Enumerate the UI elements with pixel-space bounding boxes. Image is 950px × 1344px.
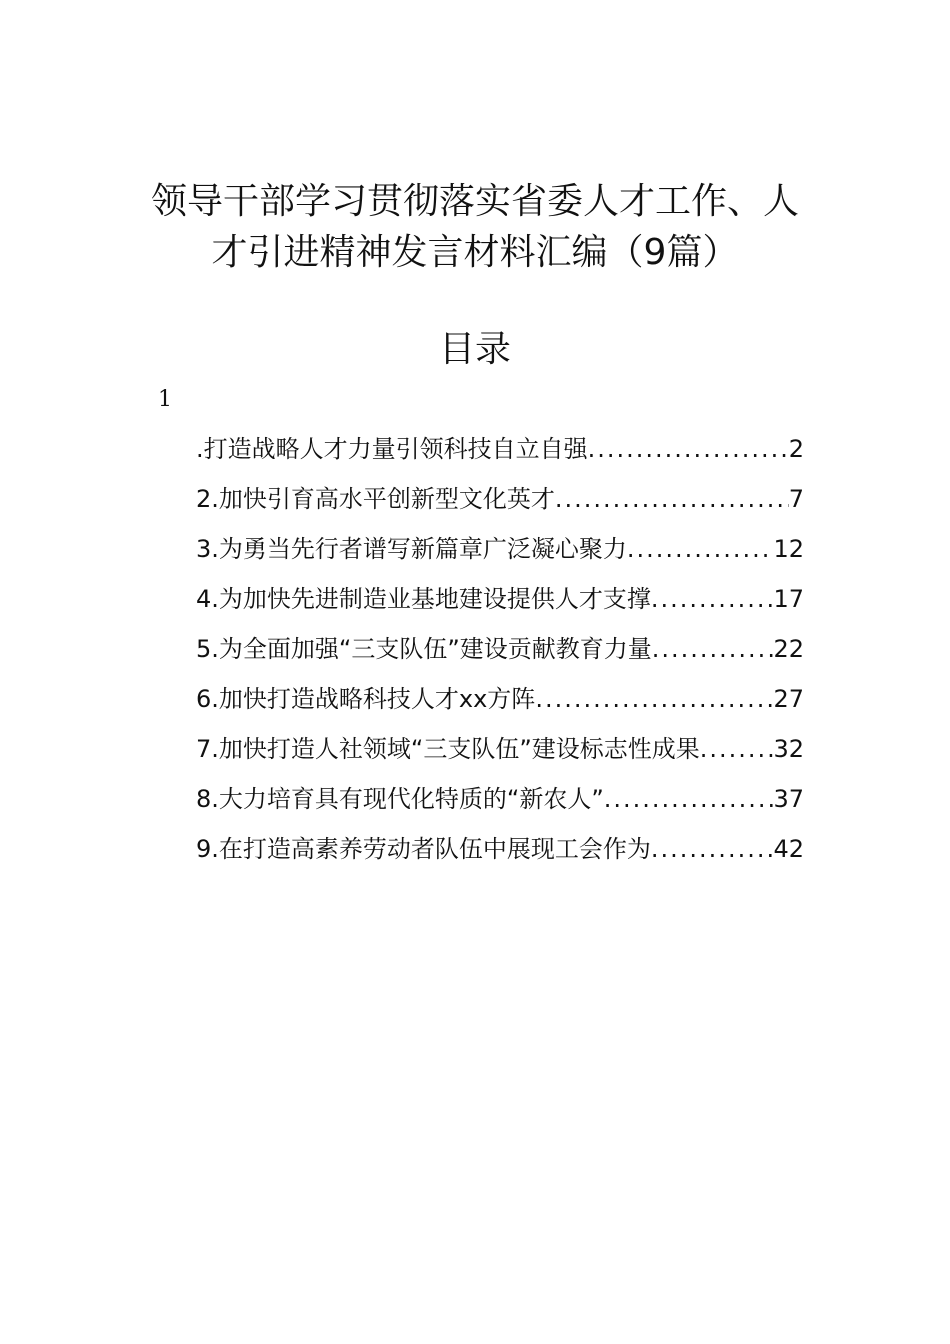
- toc-entry-9[interactable]: [196, 830, 804, 880]
- toc-entry-title: .打造战略人才力量引领科技自立自强: [196, 435, 588, 463]
- document-title-line-1: 领导干部学习贯彻落实省委人才工作、人: [150, 181, 799, 222]
- toc-heading: 目录: [438, 329, 511, 370]
- dot-leader: [652, 630, 774, 668]
- toc-entry-title: 7.加快打造人社领域“三支队伍”建设标志性成果: [196, 735, 700, 763]
- dot-leader: [535, 680, 773, 718]
- toc-entry-7[interactable]: [196, 730, 804, 780]
- dot-leader: [588, 430, 789, 468]
- toc-entry-title: 8.大力培育具有现代化特质的“新农人”: [196, 785, 604, 813]
- toc-entry-title: 4.为加快先进制造业基地建设提供人才支撑: [196, 585, 651, 613]
- toc-entry-title: 3.为勇当先行者谱写新篇章广泛凝心聚力: [196, 535, 627, 563]
- toc-entry-6[interactable]: [196, 680, 804, 730]
- toc-entry-8[interactable]: [196, 780, 804, 830]
- dot-leader: [700, 730, 774, 768]
- toc-entry-page: 2: [788, 435, 804, 463]
- dot-leader: [651, 580, 774, 618]
- dot-leader: [651, 830, 774, 868]
- table-of-contents: [196, 430, 804, 880]
- list-marker: 1: [158, 387, 172, 412]
- toc-entry-title: 2.加快引育高水平创新型文化英才: [196, 485, 555, 513]
- toc-entry-page: 37: [773, 785, 804, 813]
- toc-entry-page: 7: [788, 485, 804, 513]
- toc-entry-5[interactable]: [196, 630, 804, 680]
- toc-entry-page: 42: [773, 835, 804, 863]
- document-title-line-2: 才引进精神发言材料汇编（9篇）: [211, 232, 739, 273]
- dot-leader: [604, 780, 774, 818]
- toc-entry-page: 27: [773, 685, 804, 713]
- toc-entry-page: 32: [773, 735, 804, 763]
- toc-entry-2[interactable]: [196, 480, 804, 530]
- dot-leader: [627, 530, 774, 568]
- toc-entry-1[interactable]: [196, 430, 804, 480]
- toc-entry-title: 9.在打造高素养劳动者队伍中展现工会作为: [196, 835, 651, 863]
- toc-entry-4[interactable]: [196, 580, 804, 630]
- toc-entry-title: 6.加快打造战略科技人才xx方阵: [196, 685, 536, 713]
- dot-leader: [555, 480, 789, 518]
- toc-entry-page: 17: [773, 585, 804, 613]
- toc-entry-3[interactable]: [196, 530, 804, 580]
- toc-entry-title: 5.为全面加强“三支队伍”建设贡献教育力量: [196, 635, 652, 663]
- toc-entry-page: 12: [773, 535, 804, 563]
- toc-entry-page: 22: [773, 635, 804, 663]
